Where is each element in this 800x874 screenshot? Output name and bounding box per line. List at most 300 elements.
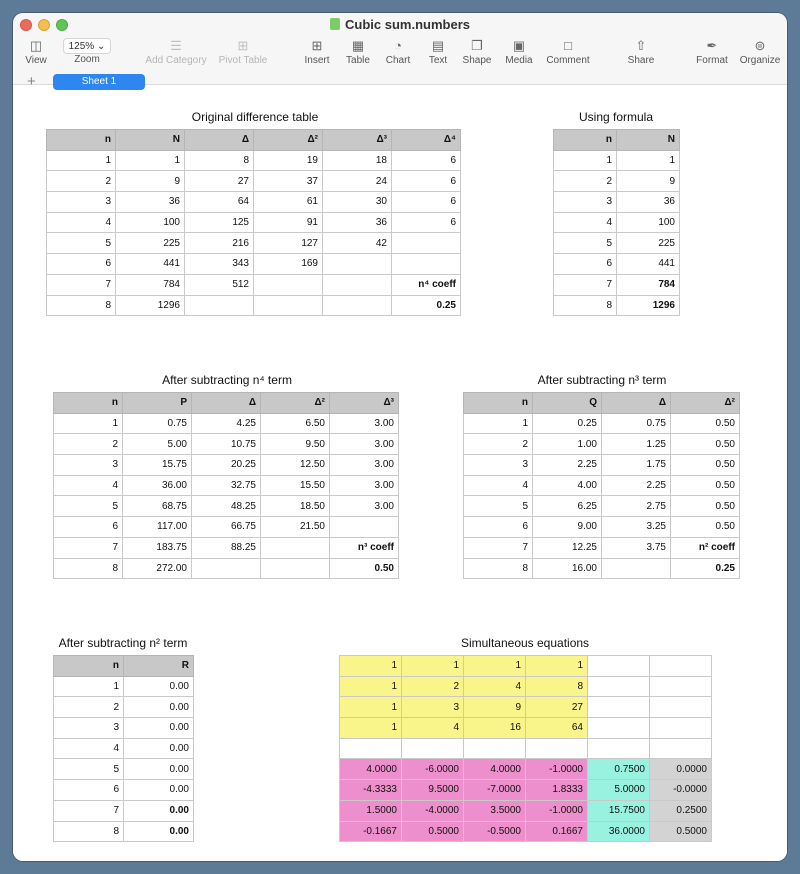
table-cell[interactable]: 32.75 bbox=[192, 475, 261, 496]
table-cell[interactable]: 0.5000 bbox=[650, 821, 712, 842]
numbers-doc-icon bbox=[330, 18, 340, 30]
table-row bbox=[54, 821, 194, 842]
comment-button[interactable]: □ Comment bbox=[544, 37, 592, 66]
table-cell[interactable] bbox=[323, 274, 392, 295]
table-cell[interactable]: -0.5000 bbox=[464, 821, 526, 842]
table-cell[interactable]: 16.00 bbox=[533, 558, 602, 579]
table-row bbox=[47, 212, 461, 233]
table-cell[interactable]: 12.25 bbox=[533, 537, 602, 558]
table-cell[interactable]: 4 bbox=[554, 212, 617, 233]
table-cell[interactable]: 441 bbox=[116, 254, 185, 275]
column-header[interactable]: Δ bbox=[602, 393, 671, 414]
table-cell[interactable]: 225 bbox=[617, 233, 680, 254]
table-cell[interactable]: 6 bbox=[54, 517, 123, 538]
table-cell[interactable]: 0.50 bbox=[671, 455, 740, 476]
chart-button[interactable]: ◔ Chart bbox=[382, 37, 414, 66]
table-row bbox=[54, 475, 399, 496]
table-row bbox=[554, 254, 680, 275]
table-cell[interactable]: 5 bbox=[47, 233, 116, 254]
table-cell[interactable]: 0.00 bbox=[124, 759, 194, 780]
app-window bbox=[13, 13, 787, 861]
add-sheet-button[interactable]: + bbox=[27, 73, 36, 90]
table-cell[interactable]: 0.5000 bbox=[402, 821, 464, 842]
table-title: Original difference table bbox=[191, 110, 319, 124]
column-header[interactable]: Δ² bbox=[671, 393, 740, 414]
table-cell[interactable]: 18 bbox=[323, 150, 392, 171]
table-cell[interactable] bbox=[588, 738, 650, 759]
table-title: After subtracting n³ term bbox=[537, 373, 667, 387]
table-cell[interactable] bbox=[588, 656, 650, 677]
table-cell[interactable]: 0.25 bbox=[392, 295, 461, 316]
table-cell[interactable]: 0.50 bbox=[330, 558, 399, 579]
table-cell[interactable]: 4 bbox=[54, 475, 123, 496]
table-row bbox=[340, 718, 712, 739]
table-cell[interactable]: 27 bbox=[526, 697, 588, 718]
media-icon: ▣ bbox=[512, 38, 526, 53]
table-cell[interactable] bbox=[588, 718, 650, 739]
table-cell[interactable]: 225 bbox=[116, 233, 185, 254]
table-cell[interactable]: -0.0000 bbox=[650, 780, 712, 801]
table-cell[interactable] bbox=[650, 656, 712, 677]
table-cell[interactable]: 1296 bbox=[116, 295, 185, 316]
table-cell[interactable] bbox=[330, 517, 399, 538]
table-cell[interactable]: 88.25 bbox=[192, 537, 261, 558]
media-button[interactable]: ▣ Media bbox=[501, 37, 537, 66]
table-cell[interactable]: 8 bbox=[47, 295, 116, 316]
table-cell[interactable] bbox=[650, 738, 712, 759]
table-row bbox=[54, 780, 194, 801]
table-cell[interactable]: 36.00 bbox=[123, 475, 192, 496]
table-cell[interactable]: 9 bbox=[617, 171, 680, 192]
table-cell[interactable]: 7 bbox=[54, 537, 123, 558]
table-cell[interactable]: 6 bbox=[54, 780, 124, 801]
table-cell[interactable] bbox=[340, 738, 402, 759]
table-cell[interactable]: 1 bbox=[116, 150, 185, 171]
add-category-button[interactable]: ☰ Add Category bbox=[143, 37, 209, 66]
table-cell[interactable]: 3.00 bbox=[330, 496, 399, 517]
table-cell[interactable]: 4.00 bbox=[533, 475, 602, 496]
table-cell[interactable]: 5.00 bbox=[123, 434, 192, 455]
column-header[interactable]: n bbox=[464, 393, 533, 414]
table-cell[interactable]: 42 bbox=[323, 233, 392, 254]
table-cell[interactable]: 125 bbox=[185, 212, 254, 233]
table-cell[interactable]: 4 bbox=[464, 676, 526, 697]
column-header[interactable]: Δ³ bbox=[323, 130, 392, 151]
table-cell[interactable] bbox=[650, 697, 712, 718]
table-cell[interactable]: 0.00 bbox=[124, 676, 194, 697]
table-cell[interactable]: 8 bbox=[464, 558, 533, 579]
using-formula-table bbox=[553, 129, 680, 316]
table-cell[interactable]: 24 bbox=[323, 171, 392, 192]
table-cell[interactable]: 36.0000 bbox=[588, 821, 650, 842]
table-row bbox=[464, 455, 740, 476]
table-cell[interactable]: 0.75 bbox=[602, 413, 671, 434]
table-cell[interactable]: 64 bbox=[526, 718, 588, 739]
table-cell[interactable]: 3 bbox=[54, 455, 123, 476]
table-cell[interactable]: 68.75 bbox=[123, 496, 192, 517]
table-cell[interactable]: 5 bbox=[54, 759, 124, 780]
table-row bbox=[464, 413, 740, 434]
table-cell[interactable] bbox=[464, 738, 526, 759]
table-row bbox=[340, 759, 712, 780]
table-cell[interactable]: 3.00 bbox=[330, 475, 399, 496]
table-row bbox=[464, 517, 740, 538]
table-cell[interactable]: 9 bbox=[464, 697, 526, 718]
table-cell[interactable]: 0.00 bbox=[124, 718, 194, 739]
table-cell[interactable]: 127 bbox=[254, 233, 323, 254]
list-icon: ☰ bbox=[170, 38, 182, 53]
subtract-n3-table bbox=[463, 392, 740, 579]
table-cell[interactable] bbox=[526, 738, 588, 759]
table-cell[interactable]: n⁴ coeff bbox=[392, 274, 461, 295]
table-cell[interactable]: 4.0000 bbox=[464, 759, 526, 780]
table-row bbox=[554, 171, 680, 192]
table-cell[interactable] bbox=[588, 676, 650, 697]
table-row bbox=[464, 537, 740, 558]
table-cell[interactable]: 15.50 bbox=[261, 475, 330, 496]
table-cell[interactable]: 10.75 bbox=[192, 434, 261, 455]
table-row bbox=[340, 656, 712, 677]
table-cell[interactable] bbox=[323, 254, 392, 275]
table-cell[interactable]: 0.0000 bbox=[650, 759, 712, 780]
column-header[interactable]: Δ bbox=[192, 393, 261, 414]
table-cell[interactable]: 2 bbox=[554, 171, 617, 192]
table-cell[interactable]: 2 bbox=[402, 676, 464, 697]
table-cell[interactable]: 8 bbox=[554, 295, 617, 316]
column-header[interactable]: Δ bbox=[185, 130, 254, 151]
table-row bbox=[47, 233, 461, 254]
table-cell[interactable]: 6 bbox=[392, 212, 461, 233]
table-cell[interactable]: 3.00 bbox=[330, 434, 399, 455]
table-cell[interactable]: 1 bbox=[47, 150, 116, 171]
column-header[interactable]: P bbox=[123, 393, 192, 414]
table-cell[interactable]: 6 bbox=[47, 254, 116, 275]
table-cell[interactable]: n³ coeff bbox=[330, 537, 399, 558]
table-cell[interactable]: 6.25 bbox=[533, 496, 602, 517]
table-cell[interactable]: 1.00 bbox=[533, 434, 602, 455]
table-cell[interactable]: 6 bbox=[392, 171, 461, 192]
pivot-table-button[interactable]: ⊞ Pivot Table bbox=[215, 37, 271, 66]
table-cell[interactable]: 784 bbox=[617, 274, 680, 295]
table-cell[interactable]: 19 bbox=[254, 150, 323, 171]
table-cell[interactable]: 1 bbox=[340, 697, 402, 718]
table-cell[interactable] bbox=[392, 233, 461, 254]
shape-button[interactable]: ❐ Shape bbox=[462, 38, 492, 66]
table-cell[interactable]: 8 bbox=[526, 676, 588, 697]
table-cell[interactable]: 1.25 bbox=[602, 434, 671, 455]
column-header[interactable]: N bbox=[617, 130, 680, 151]
share-button[interactable]: ⇧ Share bbox=[624, 37, 658, 66]
column-header[interactable]: N bbox=[116, 130, 185, 151]
zoom-control[interactable]: 125% ⌄ Zoom bbox=[61, 37, 113, 65]
format-button[interactable]: ✒ Format bbox=[696, 38, 728, 66]
column-header[interactable]: Δ² bbox=[254, 130, 323, 151]
table-cell[interactable]: 2 bbox=[54, 697, 124, 718]
comment-icon: □ bbox=[564, 38, 572, 53]
table-cell[interactable]: 1 bbox=[340, 676, 402, 697]
table-cell[interactable]: 7 bbox=[54, 800, 124, 821]
table-cell[interactable]: 37 bbox=[254, 171, 323, 192]
shape-icon: ❐ bbox=[471, 38, 483, 53]
table-cell[interactable] bbox=[650, 718, 712, 739]
table-cell[interactable]: 4 bbox=[54, 738, 124, 759]
table-cell[interactable] bbox=[261, 537, 330, 558]
table-cell[interactable]: 4.25 bbox=[192, 413, 261, 434]
table-cell[interactable]: 36 bbox=[116, 192, 185, 213]
table-cell[interactable]: 1 bbox=[402, 656, 464, 677]
table-cell[interactable]: 1 bbox=[554, 150, 617, 171]
table-cell[interactable]: 6 bbox=[554, 254, 617, 275]
table-cell[interactable]: -1.0000 bbox=[526, 759, 588, 780]
table-cell[interactable]: 1296 bbox=[617, 295, 680, 316]
table-cell[interactable] bbox=[602, 558, 671, 579]
table-cell[interactable]: 343 bbox=[185, 254, 254, 275]
table-cell[interactable]: -7.0000 bbox=[464, 780, 526, 801]
table-row bbox=[554, 212, 680, 233]
table-cell[interactable]: 2 bbox=[54, 434, 123, 455]
table-row bbox=[464, 496, 740, 517]
table-row bbox=[554, 192, 680, 213]
view-button[interactable]: ◫ View bbox=[25, 38, 47, 66]
table-cell[interactable]: 0.00 bbox=[124, 697, 194, 718]
table-cell[interactable] bbox=[254, 295, 323, 316]
table-cell[interactable]: 0.50 bbox=[671, 413, 740, 434]
table-cell[interactable]: 169 bbox=[254, 254, 323, 275]
table-cell[interactable]: 0.25 bbox=[671, 558, 740, 579]
table-cell[interactable]: 64 bbox=[185, 192, 254, 213]
table-cell[interactable]: 3.00 bbox=[330, 455, 399, 476]
table-cell[interactable]: 0.2500 bbox=[650, 800, 712, 821]
table-cell[interactable]: 0.00 bbox=[124, 738, 194, 759]
table-row bbox=[54, 759, 194, 780]
column-header[interactable]: Q bbox=[533, 393, 602, 414]
table-cell[interactable]: 0.75 bbox=[123, 413, 192, 434]
table-cell[interactable]: 0.00 bbox=[124, 821, 194, 842]
insert-icon: ⊞ bbox=[311, 38, 323, 53]
table-cell[interactable]: -1.0000 bbox=[526, 800, 588, 821]
table-cell[interactable] bbox=[588, 697, 650, 718]
table-cell[interactable]: -6.0000 bbox=[402, 759, 464, 780]
table-row bbox=[54, 434, 399, 455]
table-cell[interactable]: 0.50 bbox=[671, 434, 740, 455]
share-icon: ⇧ bbox=[635, 38, 647, 53]
table-cell[interactable]: 3.00 bbox=[330, 413, 399, 434]
table-row bbox=[340, 738, 712, 759]
table-row bbox=[554, 295, 680, 316]
table-cell[interactable]: 8 bbox=[54, 821, 124, 842]
table-cell[interactable]: 6 bbox=[392, 192, 461, 213]
table-row bbox=[47, 150, 461, 171]
table-cell[interactable]: 3 bbox=[47, 192, 116, 213]
table-cell[interactable]: 30 bbox=[323, 192, 392, 213]
table-cell[interactable]: 5 bbox=[54, 496, 123, 517]
table-cell[interactable]: 5 bbox=[464, 496, 533, 517]
table-row bbox=[47, 192, 461, 213]
table-cell[interactable]: 1 bbox=[464, 656, 526, 677]
table-cell[interactable]: -0.1667 bbox=[340, 821, 402, 842]
column-header[interactable]: Δ³ bbox=[330, 393, 399, 414]
table-icon: ▦ bbox=[351, 38, 365, 53]
table-cell[interactable]: 4 bbox=[402, 718, 464, 739]
table-cell[interactable]: 1.5000 bbox=[340, 800, 402, 821]
organize-button[interactable]: ⊜ Organize bbox=[739, 38, 781, 66]
table-row bbox=[54, 676, 194, 697]
table-cell[interactable]: 272.00 bbox=[123, 558, 192, 579]
table-cell[interactable]: 1 bbox=[617, 150, 680, 171]
table-cell[interactable]: 2 bbox=[464, 434, 533, 455]
table-cell[interactable]: 5 bbox=[554, 233, 617, 254]
table-cell[interactable]: 512 bbox=[185, 274, 254, 295]
table-cell[interactable]: 15.7500 bbox=[588, 800, 650, 821]
table-cell[interactable]: 36 bbox=[323, 212, 392, 233]
column-header[interactable]: n bbox=[54, 393, 123, 414]
column-header[interactable]: Δ⁴ bbox=[392, 130, 461, 151]
table-cell[interactable]: 0.7500 bbox=[588, 759, 650, 780]
insert-button[interactable]: ⊞ Insert bbox=[301, 37, 333, 66]
table-cell[interactable]: 20.25 bbox=[192, 455, 261, 476]
table-cell[interactable]: 3 bbox=[402, 697, 464, 718]
table-cell[interactable]: 3.75 bbox=[602, 537, 671, 558]
sheet-bar bbox=[13, 73, 787, 95]
chevron-down-icon: ⌄ bbox=[96, 41, 106, 52]
table-cell[interactable]: 3.5000 bbox=[464, 800, 526, 821]
column-header[interactable]: n bbox=[54, 656, 124, 677]
table-cell[interactable]: 5.0000 bbox=[588, 780, 650, 801]
table-cell[interactable]: 1 bbox=[340, 656, 402, 677]
table-cell[interactable]: 100 bbox=[617, 212, 680, 233]
table-title: After subtracting n⁴ term bbox=[162, 373, 292, 387]
sheet-tab[interactable]: Sheet 1 bbox=[53, 74, 145, 90]
table-cell[interactable]: 2 bbox=[47, 171, 116, 192]
column-header[interactable]: n bbox=[554, 130, 617, 151]
table-cell[interactable]: 3.25 bbox=[602, 517, 671, 538]
table-cell[interactable]: 6 bbox=[464, 517, 533, 538]
simultaneous-equations-table bbox=[339, 655, 712, 842]
table-cell[interactable]: 3 bbox=[554, 192, 617, 213]
table-cell[interactable]: 27 bbox=[185, 171, 254, 192]
table-cell[interactable]: 7 bbox=[47, 274, 116, 295]
table-cell[interactable]: 9.00 bbox=[533, 517, 602, 538]
table-cell[interactable]: 100 bbox=[116, 212, 185, 233]
table-cell[interactable]: 1.8333 bbox=[526, 780, 588, 801]
table-cell[interactable]: 1 bbox=[464, 413, 533, 434]
table-cell[interactable]: 7 bbox=[554, 274, 617, 295]
titlebar bbox=[13, 13, 787, 90]
header-row bbox=[464, 393, 740, 414]
table-cell[interactable] bbox=[261, 558, 330, 579]
table-cell[interactable]: 4 bbox=[464, 475, 533, 496]
table-cell[interactable]: 3 bbox=[464, 455, 533, 476]
table-cell[interactable]: 6 bbox=[392, 150, 461, 171]
table-cell[interactable] bbox=[254, 274, 323, 295]
table-cell[interactable]: 12.50 bbox=[261, 455, 330, 476]
table-cell[interactable]: 9 bbox=[116, 171, 185, 192]
table-cell[interactable]: 15.75 bbox=[123, 455, 192, 476]
table-cell[interactable]: 21.50 bbox=[261, 517, 330, 538]
table-cell[interactable]: 6.50 bbox=[261, 413, 330, 434]
window-title: Cubic sum.numbers bbox=[13, 17, 787, 32]
table-cell[interactable]: 1.75 bbox=[602, 455, 671, 476]
table-cell[interactable] bbox=[192, 558, 261, 579]
table-cell[interactable] bbox=[402, 738, 464, 759]
table-cell[interactable]: 61 bbox=[254, 192, 323, 213]
column-header[interactable]: R bbox=[124, 656, 194, 677]
table-cell[interactable]: 441 bbox=[617, 254, 680, 275]
table-cell[interactable]: 48.25 bbox=[192, 496, 261, 517]
table-cell[interactable]: 3 bbox=[54, 718, 124, 739]
organize-icon: ⊜ bbox=[754, 38, 766, 53]
table-cell[interactable]: 2.75 bbox=[602, 496, 671, 517]
subtract-n4-table bbox=[53, 392, 399, 579]
table-cell[interactable] bbox=[185, 295, 254, 316]
table-row bbox=[54, 455, 399, 476]
table-cell[interactable]: 0.1667 bbox=[526, 821, 588, 842]
table-row bbox=[340, 780, 712, 801]
table-cell[interactable]: n² coeff bbox=[671, 537, 740, 558]
table-row bbox=[554, 150, 680, 171]
table-cell[interactable]: 36 bbox=[617, 192, 680, 213]
table-cell[interactable]: 784 bbox=[116, 274, 185, 295]
text-button[interactable]: ▤ Text bbox=[422, 37, 454, 66]
table-cell[interactable]: 66.75 bbox=[192, 517, 261, 538]
table-cell[interactable]: 9.50 bbox=[261, 434, 330, 455]
table-cell[interactable]: 4 bbox=[47, 212, 116, 233]
column-header[interactable]: Δ² bbox=[261, 393, 330, 414]
table-cell[interactable]: 216 bbox=[185, 233, 254, 254]
table-cell[interactable]: 1 bbox=[54, 676, 124, 697]
table-cell[interactable]: 9.5000 bbox=[402, 780, 464, 801]
table-cell[interactable]: 2.25 bbox=[533, 455, 602, 476]
pivot-table-icon: ⊞ bbox=[237, 38, 249, 53]
table-cell[interactable]: -4.0000 bbox=[402, 800, 464, 821]
table-cell[interactable]: 4.0000 bbox=[340, 759, 402, 780]
table-cell[interactable]: 18.50 bbox=[261, 496, 330, 517]
table-cell[interactable]: 0.50 bbox=[671, 496, 740, 517]
table-cell[interactable] bbox=[323, 295, 392, 316]
table-cell[interactable]: 91 bbox=[254, 212, 323, 233]
column-header[interactable]: n bbox=[47, 130, 116, 151]
table-cell[interactable]: 117.00 bbox=[123, 517, 192, 538]
table-cell[interactable]: 1 bbox=[526, 656, 588, 677]
table-cell[interactable] bbox=[650, 676, 712, 697]
table-cell[interactable]: 7 bbox=[464, 537, 533, 558]
table-row bbox=[340, 676, 712, 697]
table-cell[interactable]: 16 bbox=[464, 718, 526, 739]
table-cell[interactable]: -4.3333 bbox=[340, 780, 402, 801]
table-cell[interactable]: 1 bbox=[54, 413, 123, 434]
zoom-select[interactable]: 125% ⌄ bbox=[63, 38, 111, 54]
table-row bbox=[54, 718, 194, 739]
table-cell[interactable]: 8 bbox=[185, 150, 254, 171]
table-cell[interactable]: 1 bbox=[340, 718, 402, 739]
table-row bbox=[340, 697, 712, 718]
table-cell[interactable]: 0.50 bbox=[671, 475, 740, 496]
table-cell[interactable] bbox=[392, 254, 461, 275]
table-row bbox=[54, 738, 194, 759]
table-title: After subtracting n² term bbox=[58, 636, 188, 650]
table-cell[interactable]: 0.50 bbox=[671, 517, 740, 538]
sidebar-icon: ◫ bbox=[29, 38, 43, 53]
table-cell[interactable]: 0.00 bbox=[124, 800, 194, 821]
subtract-n2-table bbox=[53, 655, 194, 842]
table-cell[interactable]: 0.00 bbox=[124, 780, 194, 801]
table-cell[interactable]: 0.25 bbox=[533, 413, 602, 434]
table-cell[interactable]: 2.25 bbox=[602, 475, 671, 496]
table-title: Using formula bbox=[578, 110, 654, 124]
table-cell[interactable]: 183.75 bbox=[123, 537, 192, 558]
table-button[interactable]: ▦ Table bbox=[342, 37, 374, 66]
table-cell[interactable]: 8 bbox=[54, 558, 123, 579]
